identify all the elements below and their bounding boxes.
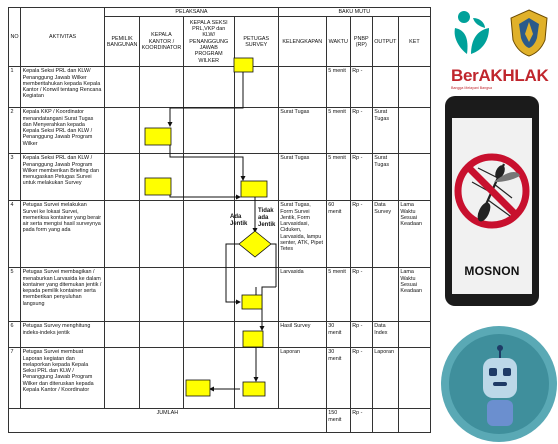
row-petugas	[234, 154, 278, 201]
col-waktu: WAKTU	[326, 17, 350, 67]
total-pnbp: Rp -	[350, 409, 372, 433]
row-aktivitas: Petugas Survei melakukan Survei ke lokasi Survei, memeriksa kontainer yang berair air serta mengisi hasil surveynya pada form yang ada	[21, 201, 105, 268]
row-output: Data Survey	[372, 201, 398, 268]
row-ket	[398, 67, 430, 108]
row-petugas	[234, 322, 278, 348]
row-no: 2	[9, 108, 21, 154]
row-kepala-seksi	[183, 201, 234, 268]
table-row	[9, 201, 431, 268]
row-output: Surat Tugas	[372, 108, 398, 154]
row-no: 6	[9, 322, 21, 348]
table-row	[9, 67, 431, 108]
row-pemilik	[105, 108, 140, 154]
col-kepala-kantor: KEPALA KANTOR / KOORDINATOR	[140, 17, 184, 67]
table-row	[9, 108, 431, 154]
row-output	[372, 268, 398, 322]
row-kepala-kantor	[140, 108, 184, 154]
row-pnbp: Rp -	[350, 268, 372, 322]
institution-emblem-icon	[507, 8, 551, 58]
row-kelengkapan: Surat Tugas, Form Survei Jentik, Form Larvasidasi, Ciduken, Larvasida, lampu senter, ATK, Pipet Tetes	[278, 201, 326, 268]
row-petugas	[234, 67, 278, 108]
row-aktivitas: Kepala Seksi PRL dan KLW/ Penanggung Jawab Wilker memberitahukan kepada Kepala Kantor / Konwil tentang Rencana Kegiatan	[21, 67, 105, 108]
row-kepala-seksi	[183, 348, 234, 409]
row-petugas	[234, 268, 278, 322]
row-ket	[398, 108, 430, 154]
col-aktivitas: AKTIVITAS	[21, 8, 105, 67]
row-waktu: 30 menit	[326, 322, 350, 348]
row-kepala-kantor	[140, 348, 184, 409]
row-kelengkapan: Larvasida	[278, 268, 326, 322]
row-pnbp: Rp -	[350, 108, 372, 154]
row-output: Laporan	[372, 348, 398, 409]
col-kepala-seksi: KEPALA SEKSI PRL,VKP dan KLW/ PENANGGUNG JAWAB PROGRAM WILKER	[183, 17, 234, 67]
row-waktu: 30 menit	[326, 348, 350, 409]
row-aktivitas: Kepala KKP / Koordinator menandatangani Surat Tugas dan Menyerahkan kepada Kepala Seksi PRL dan KLW / Penanggung Jawab Program Wilker	[21, 108, 105, 154]
phone-frame	[445, 96, 539, 306]
row-kepala-kantor	[140, 154, 184, 201]
row-aktivitas: Petugas Survey menghitung indeks-indeks jentik	[21, 322, 105, 348]
row-pemilik	[105, 322, 140, 348]
row-ket	[398, 348, 430, 409]
row-no: 5	[9, 268, 21, 322]
row-output: Data Index	[372, 322, 398, 348]
row-kelengkapan: Laporan	[278, 348, 326, 409]
brand-tagline: Bangga Melayani Bangsa	[451, 86, 492, 90]
row-no: 4	[9, 201, 21, 268]
row-kepala-seksi	[183, 322, 234, 348]
row-pnbp: Rp -	[350, 322, 372, 348]
row-ket	[398, 154, 430, 201]
col-baku-mutu: BAKU MUTU	[278, 8, 430, 17]
row-kepala-seksi	[183, 108, 234, 154]
row-kepala-seksi	[183, 154, 234, 201]
col-ket: KET	[398, 17, 430, 67]
col-no: NO	[9, 8, 21, 67]
row-output: Surat Tugas	[372, 154, 398, 201]
brand-title: BerAKHLAK	[451, 66, 549, 85]
col-pemilik: PEMILIK BANGUNAN	[105, 17, 140, 67]
row-kelengkapan: Surat Tugas	[278, 108, 326, 154]
total-waktu: 150 menit	[326, 409, 350, 433]
row-waktu: 60 menit	[326, 201, 350, 268]
row-ket: Lama Waktu Sesuai Keadaan	[398, 268, 430, 322]
mosquito-ban-icon	[454, 124, 530, 258]
row-waktu: 5 menit	[326, 108, 350, 154]
row-kelengkapan	[278, 67, 326, 108]
row-pemilik	[105, 268, 140, 322]
jumlah-label: JUMLAH	[9, 409, 327, 433]
row-no: 1	[9, 67, 21, 108]
sop-table	[8, 7, 431, 433]
row-kepala-kantor	[140, 322, 184, 348]
row-pemilik	[105, 154, 140, 201]
row-pemilik	[105, 201, 140, 268]
kemenkes-logo-icon	[447, 8, 493, 58]
row-kelengkapan: Surat Tugas	[278, 154, 326, 201]
row-waktu: 5 menit	[326, 67, 350, 108]
row-aktivitas: Petugas Survei membuat Laporan kegiatan dan melaporkan kepada Kepala Seksi PRL dan KLW / Penanggung Jawab Program Wilker dan diteruskan kepada Kepala Kantor / Koordinator	[21, 348, 105, 409]
table-row	[9, 322, 431, 348]
label-tidak-ada-jentik: Tidak ada Jentik	[258, 208, 276, 228]
col-pnbp: PNBP (RP)	[350, 17, 372, 67]
table-row	[9, 154, 431, 201]
col-petugas: PETUGAS SURVEY	[234, 17, 278, 67]
row-waktu: 5 menit	[326, 268, 350, 322]
row-kepala-kantor	[140, 201, 184, 268]
row-kepala-kantor	[140, 67, 184, 108]
row-pnbp: Rp -	[350, 67, 372, 108]
row-pemilik	[105, 348, 140, 409]
phone-screen	[452, 118, 532, 294]
row-no: 7	[9, 348, 21, 409]
side-panel	[437, 0, 558, 444]
row-no: 3	[9, 154, 21, 201]
row-output	[372, 67, 398, 108]
row-petugas	[234, 348, 278, 409]
row-ket	[398, 322, 430, 348]
row-petugas	[234, 108, 278, 154]
speaker-robot-icon	[437, 318, 558, 444]
col-pelaksana: PELAKSANA	[105, 8, 279, 17]
row-aktivitas: Petugas Survei membagikan / menaburkan Larvasida ke dalam kontainer yang ditemukan jentik / kepada pemilik kontainer serta memberikan penyuluhan langsung	[21, 268, 105, 322]
campaign-text: MOSNON	[464, 264, 520, 278]
row-ket: Lama Waktu Sesuai Keadaan	[398, 201, 430, 268]
row-pnbp: Rp -	[350, 348, 372, 409]
row-pnbp: Rp -	[350, 154, 372, 201]
row-kepala-kantor	[140, 268, 184, 322]
row-aktivitas: Kepala Seksi PRL dan KLW / Penanggung Jawab Program Wilker memberikan Briefing dan menugaskan Petugas Survei untuk melakukan Survey	[21, 154, 105, 201]
row-kepala-seksi	[183, 67, 234, 108]
table-row	[9, 268, 431, 322]
row-kelengkapan: Hasil Survey	[278, 322, 326, 348]
col-kelengkapan: KELENGKAPAN	[278, 17, 326, 67]
row-pnbp: Rp -	[350, 201, 372, 268]
row-pemilik	[105, 67, 140, 108]
table-row	[9, 348, 431, 409]
row-kepala-seksi	[183, 268, 234, 322]
label-ada-jentik: Ada Jentik	[230, 214, 248, 227]
col-output: OUTPUT	[372, 17, 398, 67]
row-waktu: 5 menit	[326, 154, 350, 201]
